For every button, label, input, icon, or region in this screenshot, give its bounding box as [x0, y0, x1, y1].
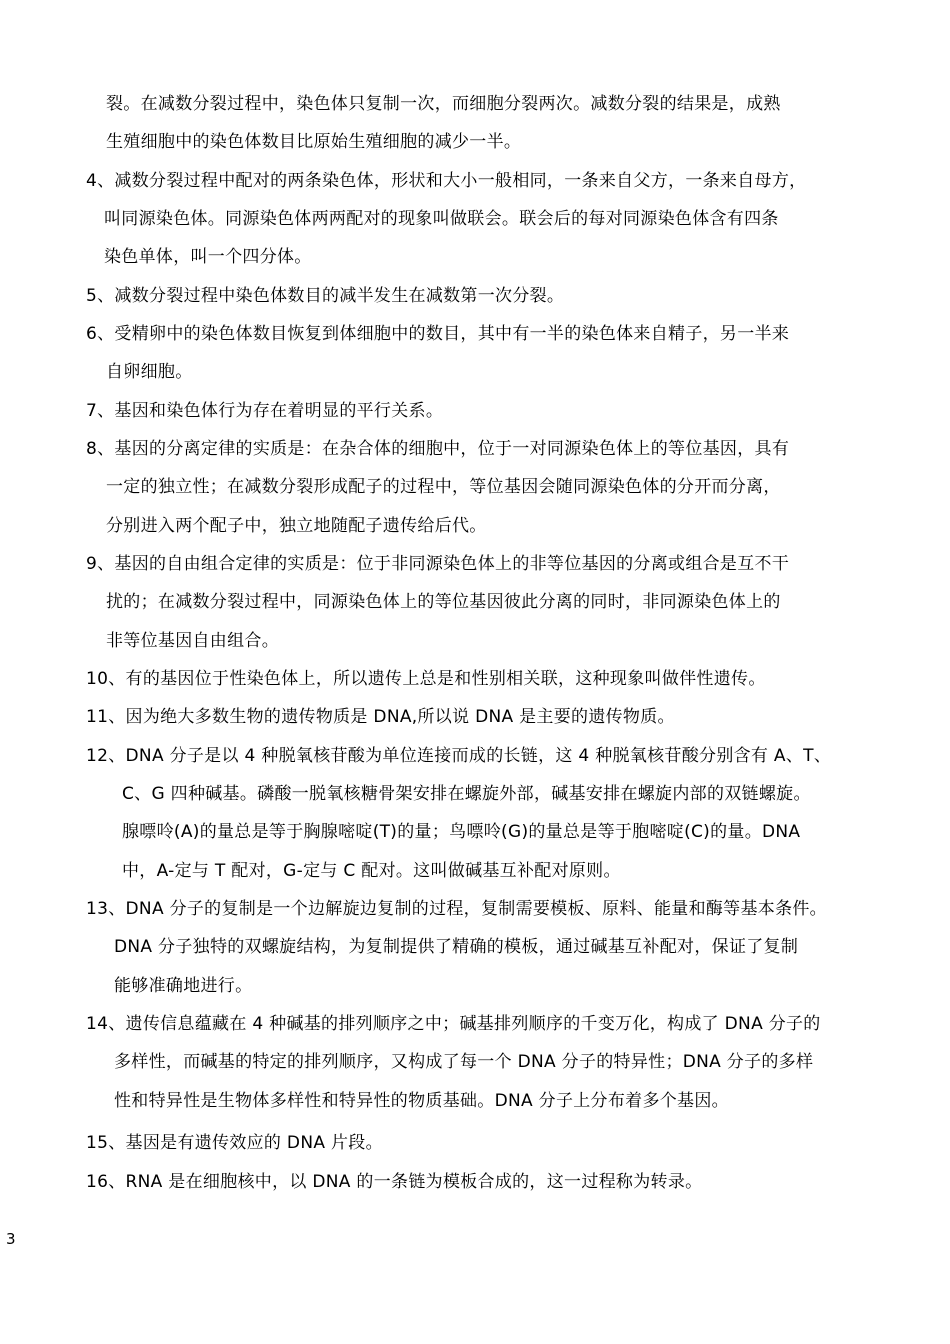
text-line: 自卵细胞。	[106, 362, 193, 382]
text-line: 染色单体，叫一个四分体。	[104, 247, 312, 267]
text-line: 9、基因的自由组合定律的实质是：位于非同源染色体上的非等位基因的分离或组合是互不干	[86, 554, 790, 574]
text-line: 16、RNA 是在细胞核中，以 DNA 的一条链为模板合成的，这一过程称为转录。	[86, 1172, 703, 1192]
text-line: 13、DNA 分子的复制是一个边解旋边复制的过程，复制需要模板、原料、能量和酶等基本条件。	[86, 899, 827, 919]
text-line: 裂。在减数分裂过程中，染色体只复制一次，而细胞分裂两次。减数分裂的结果是，成熟	[106, 94, 781, 114]
text-line: 4、减数分裂过程中配对的两条染色体，形状和大小一般相同，一条来自父方，一条来自母方，	[86, 171, 807, 191]
text-line: 多样性，而碱基的特定的排列顺序，又构成了每一个 DNA 分子的特异性；DNA 分子的多样	[114, 1052, 814, 1072]
text-line: 扰的；在减数分裂过程中，同源染色体上的等位基因彼此分离的同时，非同源染色体上的	[106, 592, 781, 612]
text-line: 6、受精卵中的染色体数目恢复到体细胞中的数目，其中有一半的染色体来自精子，另一半来	[86, 324, 790, 344]
text-line: 10、有的基因位于性染色体上，所以遗传上总是和性别相关联，这种现象叫做伴性遗传。	[86, 669, 766, 689]
text-line: 非等位基因自由组合。	[106, 631, 279, 651]
text-line: 一定的独立性；在减数分裂形成配子的过程中，等位基因会随同源染色体的分开而分离，	[106, 477, 781, 497]
text-line: 11、因为绝大多数生物的遗传物质是 DNA,所以说 DNA 是主要的遗传物质。	[86, 707, 675, 727]
text-line: 12、DNA 分子是以 4 种脱氧核苷酸为单位连接而成的长链，这 4 种脱氧核苷酸分别含有 A、T、	[86, 746, 832, 766]
text-line: 生殖细胞中的染色体数目比原始生殖细胞的减少一半。	[106, 132, 522, 152]
text-line: 叫同源染色体。同源染色体两两配对的现象叫做联会。联会后的每对同源染色体含有四条	[104, 209, 779, 229]
text-line: 中，A-定与 T 配对，G-定与 C 配对。这叫做碱基互补配对原则。	[122, 861, 621, 881]
text-line: 15、基因是有遗传效应的 DNA 片段。	[86, 1133, 383, 1153]
text-line: 8、基因的分离定律的实质是：在杂合体的细胞中，位于一对同源染色体上的等位基因，具有	[86, 439, 790, 459]
page-number: 3	[6, 1230, 16, 1248]
text-line: DNA 分子独特的双螺旋结构，为复制提供了精确的模板，通过碱基互补配对，保证了复制	[114, 937, 799, 957]
text-line: 14、遗传信息蕴藏在 4 种碱基的排列顺序之中；碱基排列顺序的千变万化，构成了 DNA 分子的	[86, 1014, 821, 1034]
text-line: 能够准确地进行。	[114, 976, 253, 996]
text-line: 5、减数分裂过程中染色体数目的减半发生在减数第一次分裂。	[86, 286, 565, 306]
text-line: C、G 四种碱基。磷酸一脱氧核糖骨架安排在螺旋外部，碱基安排在螺旋内部的双链螺旋。	[122, 784, 811, 804]
text-line: 分别进入两个配子中，独立地随配子遗传给后代。	[106, 516, 487, 536]
text-line: 性和特异性是生物体多样性和特异性的物质基础。DNA 分子上分布着多个基因。	[114, 1091, 729, 1111]
text-line: 7、基因和染色体行为存在着明显的平行关系。	[86, 401, 444, 421]
text-line: 腺嘌呤(A)的量总是等于胸腺嘧啶(T)的量；鸟嘌呤(G)的量总是等于胞嘧啶(C)的量。DNA	[122, 822, 801, 842]
